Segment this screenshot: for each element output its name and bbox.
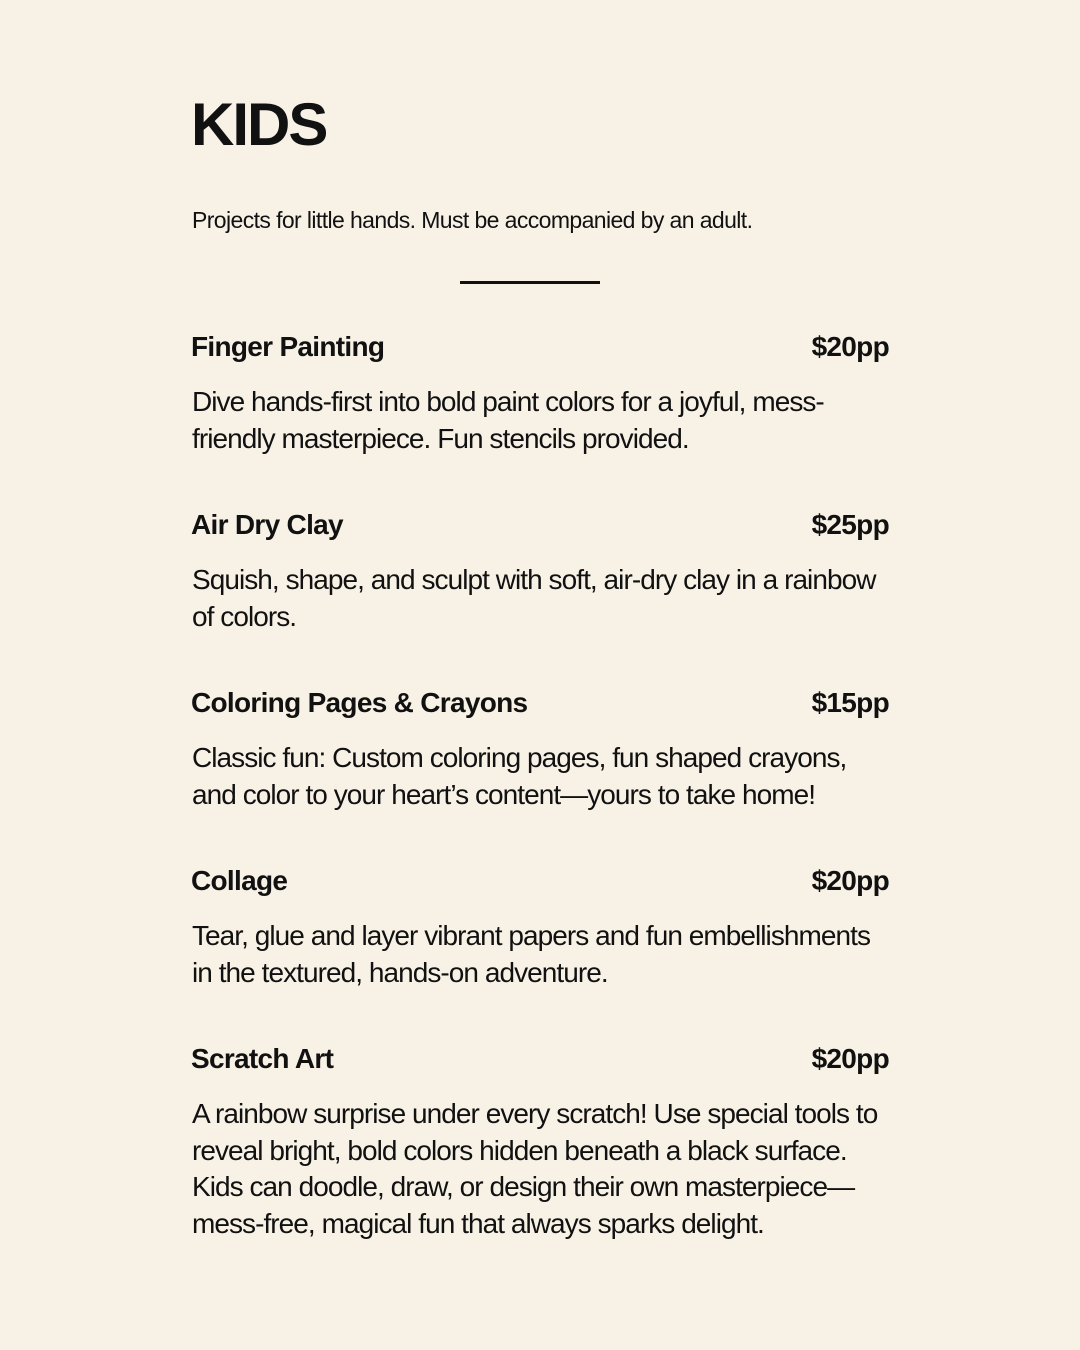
menu-item-name: Collage xyxy=(191,865,288,896)
menu-item-name: Scratch Art xyxy=(191,1043,334,1074)
menu-item-header xyxy=(191,327,889,367)
page-title: KIDS xyxy=(191,91,327,158)
menu-item-collage xyxy=(191,861,889,1039)
menu-item-description: Tear, glue and layer vibrant papers and fun embellishments in the textured, hands-on adventure. xyxy=(192,920,870,988)
menu-list xyxy=(191,327,889,1299)
menu-item-price: $20pp xyxy=(811,865,889,896)
menu-item-price: $15pp xyxy=(811,687,889,718)
menu-item-air-dry-clay xyxy=(191,505,889,683)
menu-item-price: $20pp xyxy=(811,331,889,362)
menu-item-header xyxy=(191,861,889,901)
menu-item-description: Dive hands-first into bold paint colors for a joyful, mess-friendly masterpiece. Fun stencils provided. xyxy=(192,386,824,454)
menu-item-scratch-art xyxy=(191,1039,889,1299)
menu-item-name: Finger Painting xyxy=(191,331,385,362)
menu-item-description: Classic fun: Custom coloring pages, fun shaped crayons, and color to your heart’s content—yours to take home! xyxy=(192,742,847,810)
menu-item-name: Coloring Pages & Crayons xyxy=(191,687,528,718)
menu-item-name: Air Dry Clay xyxy=(191,509,343,540)
page-subtitle: Projects for little hands. Must be accompanied by an adult. xyxy=(192,207,753,233)
menu-item-description: A rainbow surprise under every scratch! Use special tools to reveal bright, bold colors hidden beneath a black surface. Kids can doodle, draw, or design their own masterpiece—mess-free, magical fun that always sparks delight. xyxy=(192,1098,878,1239)
section-divider xyxy=(460,281,600,284)
menu-item-header xyxy=(191,683,889,723)
menu-item-finger-painting xyxy=(191,327,889,505)
menu-item-header xyxy=(191,505,889,545)
menu-item-coloring-pages-crayons xyxy=(191,683,889,861)
menu-item-description: Squish, shape, and sculpt with soft, air-dry clay in a rainbow of colors. xyxy=(192,564,876,632)
menu-item-header xyxy=(191,1039,889,1079)
menu-item-price: $20pp xyxy=(811,1043,889,1074)
menu-item-price: $25pp xyxy=(811,509,889,540)
